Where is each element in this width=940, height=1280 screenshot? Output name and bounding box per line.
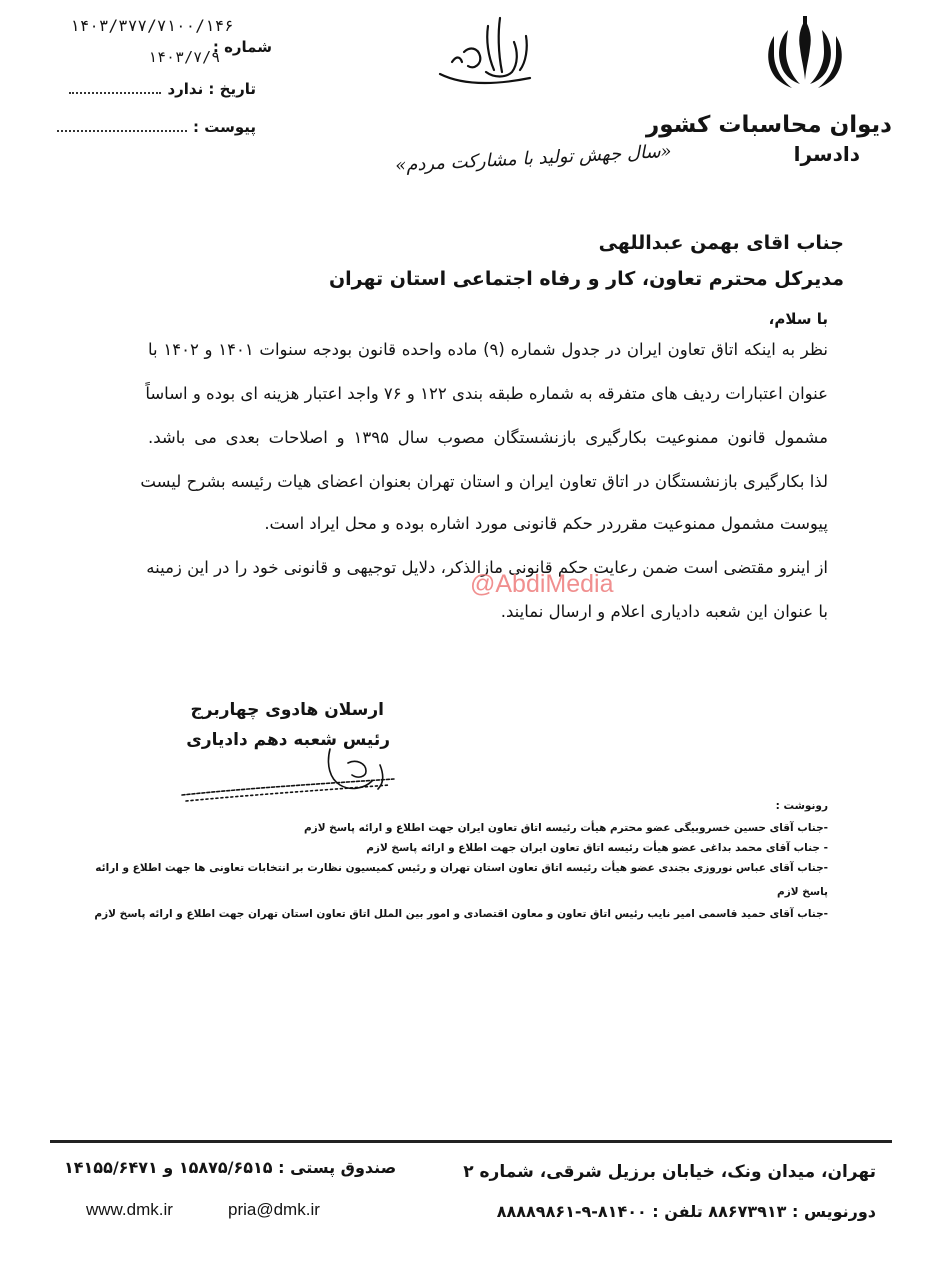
letter-date-value: ۱۴۰۳/۷/۹ <box>148 48 221 66</box>
body-line: عنوان اعتبارات ردیف های متفرقه به شماره طبقه بندی ۱۲۲ و ۷۶ واجد اعتبار هزینه ای بوده و اساساً <box>145 384 828 403</box>
body-line: با عنوان این شعبه دادیاری اعلام و ارسال نمایند. <box>500 602 828 621</box>
org-subtitle: دادسرا <box>793 142 860 166</box>
footer-fax-phone: دورنویس : ۸۸۶۷۳۹۱۳ تلفن : ۸۱۴۰۰-۹-۸۸۸۸۹۸۶۱ <box>496 1202 876 1221</box>
cc-item: -جناب آقای عباس نوروزی بجندی عضو هیأت رئیسه اتاق تعاون استان تهران و رئیس کمیسیون نظارت بر انتخابات تعاونی ها جهت اطلاع و ارائه <box>95 862 828 874</box>
body-line: از اینرو مقتضی است ضمن رعایت حکم قانونی مازالذکر، دلایل توجیهی و قانونی خود را در این زمینه <box>146 558 828 577</box>
attachment-label: پیوست : <box>192 118 256 136</box>
letter-date-label: تاریخ : ندارد <box>167 80 256 98</box>
body-line: مشمول قانون ممنوعیت بکارگیری بازنشستگان مصوب سال ۱۳۹۵ و اصلاحات بعدی می باشد. <box>148 428 828 447</box>
signer-title: رئیس شعبه دهم دادیاری <box>186 730 390 750</box>
footer-email[interactable]: pria@dmk.ir <box>228 1200 320 1219</box>
attachment-field <box>57 118 256 136</box>
letter-number-field <box>213 38 272 56</box>
dotted-leader <box>69 82 161 94</box>
footer-divider <box>50 1140 892 1143</box>
recipient-name: جناب اقای بهمن عبداللهی <box>598 232 844 254</box>
cc-item: - جناب آقای محمد بداغی عضو هیأت رئیسه اتاق تعاون ایران جهت اطلاع و ارائه پاسخ لازم <box>366 842 828 854</box>
iran-emblem-icon <box>760 14 850 94</box>
cc-heading: رونوشت : <box>775 800 828 812</box>
cc-item: -جناب آقای حسین خسروبیگی عضو محترم هیأت رئیسه اتاق تعاون ایران جهت اطلاع و ارائه پاسخ لازم <box>303 822 828 834</box>
slogan: «سال جهش تولید با مشارکت مردم» <box>394 140 673 177</box>
letter-date-field <box>69 80 256 98</box>
watermark: @AbdiMedia <box>470 570 614 598</box>
calligraphy-logo-icon <box>430 12 540 94</box>
cc-item: پاسخ لازم <box>777 886 828 898</box>
dotted-leader <box>57 120 187 132</box>
body-line: لذا بکارگیری بازنشستگان در اتاق تعاون ایران و استان تهران بعنوان اعضای هیات رئیسه بشرح لیست <box>140 472 828 491</box>
letter-number-label: شماره : <box>212 38 272 56</box>
body-line: نظر به اینکه اتاق تعاون ایران در جدول شماره (۹) ماده واحده قانون بودجه سنوات ۱۴۰۱ و ۱۴۰۲ با <box>148 340 828 359</box>
footer-pobox: صندوق پستی : ۱۵۸۷۵/۶۵۱۵ و ۱۴۱۵۵/۶۴۷۱ <box>64 1158 397 1177</box>
recipient-title: مدیرکل محترم تعاون، کار و رفاه اجتماعی استان تهران <box>328 268 844 290</box>
org-name: دیوان محاسبات کشور <box>645 112 892 138</box>
cc-item: -جناب آقای حمید قاسمی امیر نایب رئیس اتاق تعاون و معاون اقتصادی و امور بین الملل اتاق تعاون استان تهران جهت اطلاع و ارائه پاسخ لازم <box>94 908 828 920</box>
letter-number-value: ۱۴۰۳/۳۷۷/۷۱۰۰/۱۴۶ <box>70 16 234 35</box>
footer-address: تهران، میدان ونک، خیابان برزیل شرقی، شماره ۲ <box>463 1162 876 1182</box>
footer-website[interactable]: www.dmk.ir <box>86 1200 173 1219</box>
greeting: با سلام، <box>768 310 828 328</box>
signer-name: ارسلان هادوی چهاربرج <box>190 700 384 720</box>
body-line: پیوست مشمول ممنوعیت مقرردر حکم قانونی مورد اشاره بوده و محل ایراد است. <box>264 514 828 533</box>
handwritten-signature-icon <box>180 745 420 815</box>
